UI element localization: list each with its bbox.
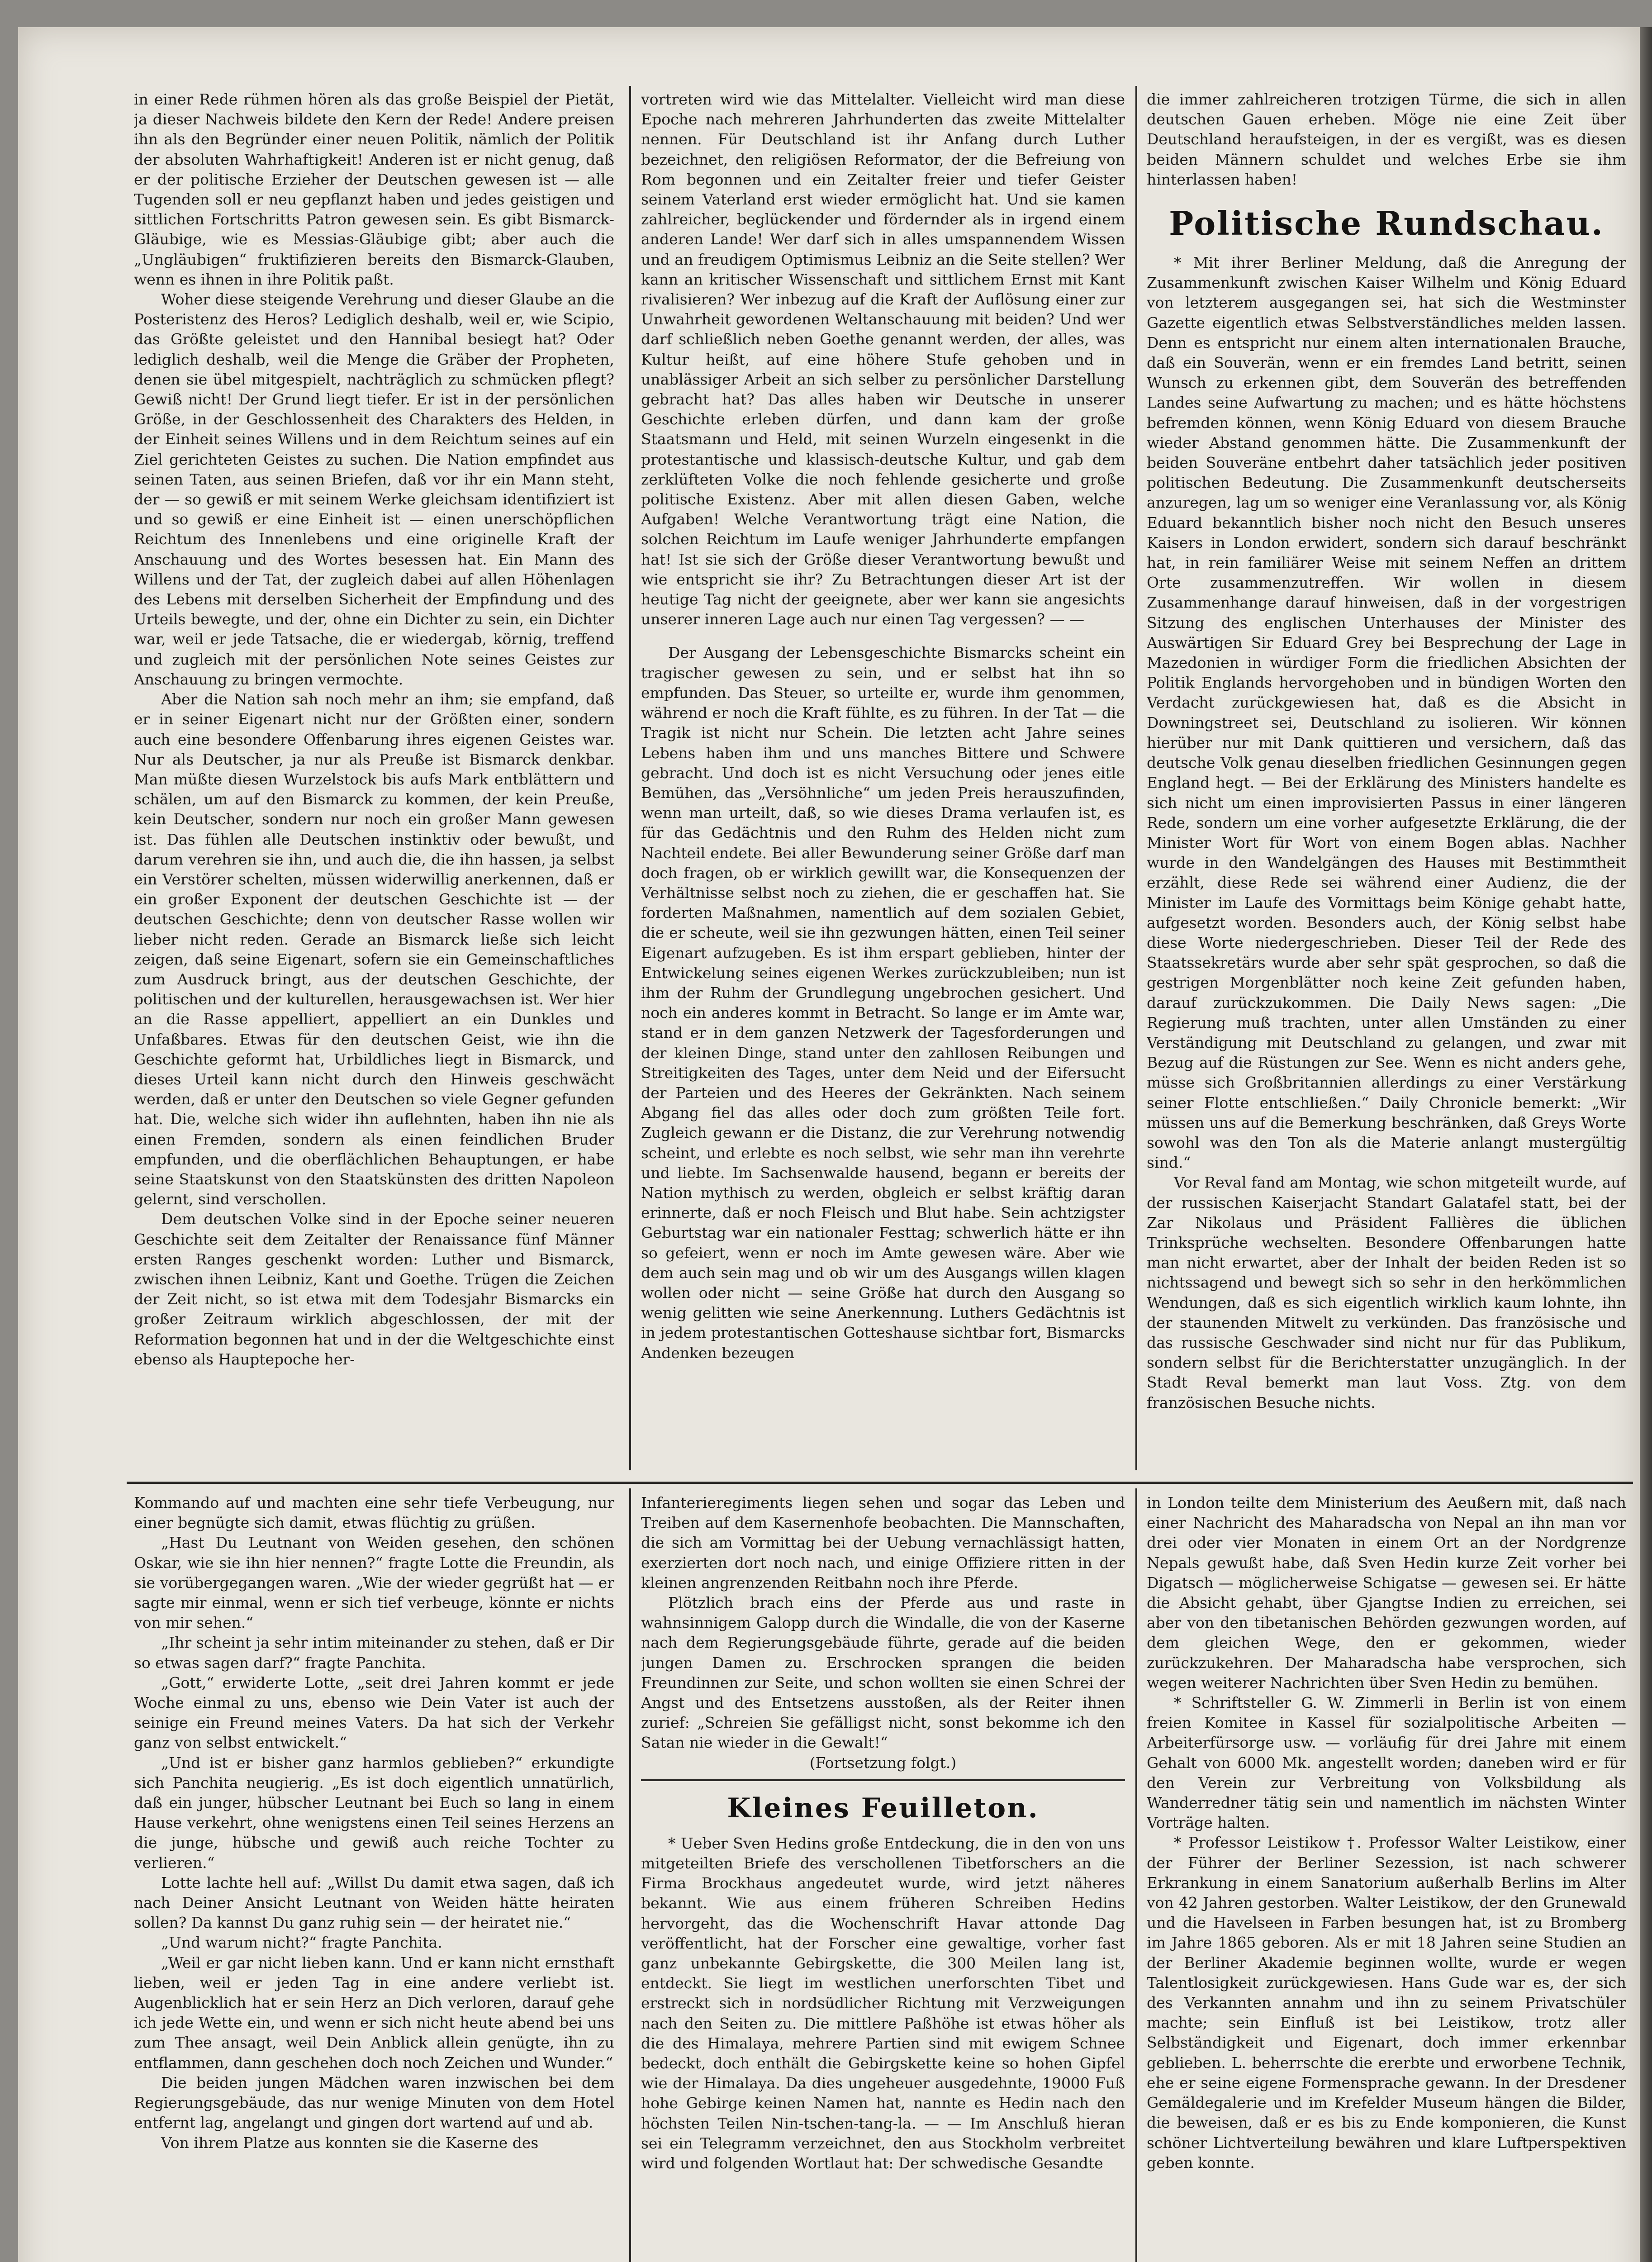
paragraph: Lotte lachte hell auf: „Willst Du damit etwa sagen, daß ich nach Deiner Ansicht Leutnant von Weiden hätte heiraten sollen? Da kannst Du ganz ruhig sein — der heiratet nie.“ (134, 1873, 614, 1932)
paragraph: „Hast Du Leutnant von Weiden gesehen, den schönen Oskar, wie sie ihn hier nennen?“ fragte Lotte die Freundin, als sie vorübergegangen waren. „Wie der wieder gegrüßt hat — er sagte mir einmal, wenn er sich tief verbeuge, könnte er nichts von mir sehen.“ (134, 1534, 614, 1632)
paragraph: Dem deutschen Volke sind in der Epoche seiner neueren Geschichte seit dem Zeitalter der Renaissance fünf Männer ersten Ranges geschenkt worden: Luther und Bismarck, zwischen ihnen Leibniz, Kant und Goethe. Trügen die Zeichen der Zeit nicht, so ist etwa mit dem Todesjahr Bismarcks ein großer Zeitraum wirklich abgeschlossen, der mit der Reformation begonnen hat und in der die Weltgeschichte einst ebenso als Hauptepoche her- (134, 1210, 614, 1368)
column-rule (629, 86, 631, 1470)
paragraph: die immer zahlreicheren trotzigen Türme, die sich in allen deutschen Gauen erheben. Möge nie eine Zeit über Deutschland heraufsteigen, in der es vergißt, was es diesen beiden Männern schuldet und welches Erbe sie ihm hinterlassen haben! (1147, 90, 1626, 188)
paragraph: * Mit ihrer Berliner Meldung, daß die Anregung der Zusammenkunft zwischen Kaiser Wilhelm und König Eduard von letzterem ausgegangen sei, hat sich die Westminster Gazette eigentlich etwas Selbstverständliches melden lassen. Denn es entspricht nur einem alten internationalen Brauche, daß ein Souverän, wenn er ein fremdes Land betritt, seinen Wunsch zu erkennen gibt, dem Souverän des betreffenden Landes seine Aufwartung zu machen; und es hätte höchstens befremden können, wenn König Eduard von diesem Brauche wieder Abstand genommen hätte. Die Zusammenkunft der beiden Souveräne entbehrt daher tatsächlich jeder positiven politischen Bedeutung. Die Zusammenkunft deutscherseits anzuregen, lag um so weniger eine Veranlassung vor, als König Eduard bekanntlich bisher noch nicht den Besuch unseres Kaisers in London erwidert, sondern sich darauf beschränkt hat, in rein familiärer Weise mit seinem Neffen an drittem Orte zusammenzutreffen. Wir wollen in diesem Zusammenhange darauf hinweisen, daß in der vorgestrigen Sitzung des englischen Unterhauses der Minister des Auswärtigen Sir Eduard Grey bei Besprechung der Lage in Mazedonien in würdiger Form die friedlichen Absichten der Politik Englands hervorgehoben und in bündigen Worten den Verdacht zurückgewiesen hat, daß es die Absicht in Downingstreet sei, Deutschland zu isolieren. Wir können hierüber nur mit Dank quittieren und versichern, daß das deutsche Volk genau dieselben friedlichen Gesinnungen gegen England hegt. — Bei der Erklärung des Ministers handelte es sich nicht um einen improvisierten Passus in einer längeren Rede, sondern um eine vorher aufgesetzte Erklärung, die der Minister Wort für Wort von einem Bogen ablas. Nachher wurde in den Wandelgängen des Hauses mit Bestimmtheit erzählt, diese Rede sei während einer Audienz, die der Minister im Laufe des Vormittags beim Könige gehabt hatte, aufgesetzt worden. Besonders auch, der König selbst habe diese Worte niedergeschrieben. Dieser Teil der Rede des Staatssekretärs wurde aber sehr spät gesprochen, so daß die gestrigen Morgenblätter noch keine Zeit gefunden haben, darauf zurückzukommen. Die Daily News sagen: „Die Regierung muß trachten, unter allen Umständen zu einer Verständigung mit Deutschland zu gelangen, und zwar mit Bezug auf die Rüstungen zur See. Wenn es nicht anders gehe, müsse sich Großbritannien allerdings zu einer Verstärkung seiner Flotte entschließen.“ Daily Chronicle bemerkt: „Wir müssen uns auf die Bemerkung beschränken, daß Greys Worte sowohl was den Ton als die Materie anlangt mustergültig sind.“ (1147, 254, 1626, 1172)
paragraph: Aber die Nation sah noch mehr an ihm; sie empfand, daß er in seiner Eigenart nicht nur der Größten einer, sondern auch eine besondere Offenbarung ihres eigenen Geistes war. Nur als Deutscher, ja nur als Preuße ist Bismarck denkbar. Man müßte diesen Wurzelstock bis aufs Mark entblättern und schälen, um auf den Bismarck zu kommen, der kein Preuße, kein Deutscher, sondern nur noch ein großer Mann gewesen ist. Das fühlen alle Deutschen instinktiv oder bewußt, und darum verehren sie ihn, und auch die, die ihn hassen, ja selbst ein Verstörer schelten, müssen widerwillig anerkennen, daß er ein großer Exponent der deutschen Geschichte ist — der deutschen Geschichte; denn von deutscher Rasse wollen wir lieber nicht reden. Gerade an Bismarck ließe sich leicht zeigen, daß seine Eigenart, sofern sie ein Gemeinschaftliches zum Ausdruck bringt, aus der deutschen Geschichte, der politischen und der kulturellen, herausgewachsen ist. Wer hier an die Rasse appelliert, appelliert an ein Dunkles und Unfaßbares. Etwas für den deutschen Geist, wie ihn die Geschichte geformt hat, Urbildliches liegt in Bismarck, und dieses Urteil kann nicht durch den Hinweis geschwächt werden, daß er unter den Deutschen so viele Gegner gefunden hat. Die, welche sich wider ihn auflehnten, haben ihn nie als einen Fremden, sondern als einen feindlichen Bruder empfunden, und die oberflächlichen Behauptungen, er habe seine Staatskunst von den Staatskünsten des dritten Napoleon gelernt, sind verschollen. (134, 690, 614, 1208)
paragraph: vortreten wird wie das Mittelalter. Vielleicht wird man diese Epoche nach mehreren Jahrhunderten das zweite Mittelalter nennen. Für Deutschland ist ihr Anfang durch Luther bezeichnet, den religiösen Reformator, der die Befreiung von Rom begonnen und ein Zeitalter freier und tiefer Geister seinem Vaterland erst wieder ermöglicht hat. Und sie kamen zahlreicher, beglückender und fördernder als in irgend einem anderen Lande! Wer darf sich in alles umspannendem Wissen und an freudigem Optimismus Leibniz an die Seite stellen? Wer kann an kritischer Wissenschaft und sittlichem Ernst mit Kant rivalisieren? Wer inbezug auf die Kraft der Auflösung einer zur Unwahrheit gewordenen Weltanschauung mit beiden? Und wer darf schließlich neben Goethe genannt werden, der alles, was Kultur heißt, auf eine höhere Stufe gehoben und in unablässiger Arbeit an sich selber zu persönlicher Darstellung gebracht hat? Das alles haben wir Deutsche in unserer Geschichte erleben dürfen, und dann kam der große Staatsmann und Held, mit seinen Wurzeln eingesenkt in die protestantische und klassisch-deutsche Kultur, und gab dem zerklüfteten Volke die noch fehlende gesicherte und große politische Existenz. Aber mit allen diesen Gaben, welche Aufgaben! Welche Verantwortung trägt eine Nation, die solchen Reichtum im Laufe weniger Jahrhunderte empfangen hat! Ist sie sich der Größe dieser Verantwortung bewußt und wie entspricht sie ihr? Zu Betrachtungen dieser Art ist der heutige Tag nicht der geeignete, aber wer kann sie angesichts unserer inneren Lage auch nur einen Tag vergessen? — — (641, 90, 1125, 628)
paragraph: Kommando auf und machten eine sehr tiefe Verbeugung, nur einer begnügte sich damit, etwas flüchtig zu grüßen. (134, 1494, 614, 1532)
column-rule (629, 1488, 631, 2262)
section-heading-kleines-feuilleton: Kleines Feuilleton. (727, 1792, 1039, 1824)
paragraph: Plötzlich brach eins der Pferde aus und raste in wahnsinnigem Galopp durch die Windalle, die von der Kaserne nach dem Regierungsgebäude führte, gerade auf die beiden jungen Damen zu. Erschrocken sprangen die beiden Freundinnen zur Seite, und schon wollten sie einen Schrei der Angst und des Entsetzens ausstoßen, als der Reiter ihnen zurief: „Schreien Sie gefälligst nicht, sonst bekomme ich den Satan nie wieder in die Gewalt!“ (641, 1594, 1125, 1752)
upper-column-1 (134, 90, 614, 1467)
page-edge-shadow (1640, 27, 1652, 2262)
paragraph: „Ihr scheint ja sehr intim miteinander zu stehen, daß er Dir so etwas sagen darf?“ fragte Panchita. (134, 1634, 614, 1672)
paragraph: Von ihrem Platze aus konnten sie die Kaserne des (161, 2134, 539, 2152)
section-divider (641, 1779, 1125, 1781)
paragraph: * Ueber Sven Hedins große Entdeckung, die in den von uns mitgeteilten Briefe des verschollenen Tibetforschers an die Firma Brockhaus angedeutet wurde, wird jetzt näheres bekannt. Wie aus einem früheren Schreiben Hedins hervorgeht, das die Wochenschrift Havar attonde Dag veröffentlicht, hat der Forscher eine gewaltige, vorher fast ganz unbekannte Gebirgskette, die 300 Meilen lang ist, entdeckt. Sie liegt im westlichen unerforschten Tibet und erstreckt sich in nordsüdlicher Richtung mit Verzweigungen nach den Seiten zu. Die mittlere Paßhöhe ist etwas höher als die des Himalaya, mehrere Partien sind mit ewigem Schnee bedeckt, doch enthält die Gebirgskette keine so hohen Gipfel wie der Himalaya. Da dies ungeheuer ausgedehnte, 19000 Fuß hohe Gebirge keinen Namen hat, nannte es Hedin nach den höchsten Teilen Nin-tschen-tang-la. — — Im Anschluß hieran sei ein Telegramm verzeichnet, den aus Stockholm verbreitet wird und folgenden Wortlaut hat: Der schwedische Gesandte (641, 1834, 1125, 2172)
paragraph: * Schriftsteller G. W. Zimmerli in Berlin ist von einem freien Komitee in Kassel für sozialpolitische Arbeiten — Arbeiterfürsorge usw. — vorläufig für drei Jahre mit einem Gehalt von 6000 Mk. angestellt worden; daneben wird er für den Verein zur Verbreitung von Volksbildung als Wanderredner tätig sein und namentlich im nächsten Winter Vorträge halten. (1147, 1694, 1626, 1832)
paragraph: „Und warum nicht?“ fragte Panchita. (161, 1934, 442, 1952)
lower-column-3 (1147, 1493, 1626, 2262)
to-be-continued: (Fortsetzung folgt.) (809, 1754, 957, 1772)
paragraph: Infanterieregiments liegen sehen und sogar das Leben und Treiben auf dem Kasernenhofe beobachten. Die Mannschaften, die sich am Vormittag bei der Uebung vernachlässigt hatten, exerzierten dort noch nach, und einige Offiziere ritten in der kleinen angrenzenden Reitbahn noch ihre Pferde. (641, 1494, 1125, 1592)
upper-column-3 (1147, 90, 1626, 1467)
paragraph: Woher diese steigende Verehrung und dieser Glaube an die Posteristenz des Heros? Lediglich deshalb, weil er, wie Scipio, das Größte geleistet und den Hannibal besiegt hat? Oder lediglich deshalb, weil die Menge die Gräber der Propheten, denen sie übel mitgespielt, nachträglich zu schmücken pflegt? Gewiß nicht! Der Grund liegt tiefer. Er ist in der persönlichen Größe, in der Geschlossenheit des Charakters des Helden, in der Einheit seines Willens und in dem Reichtum seines auf ein Ziel gerichteten Geistes zu suchen. Die Nation empfindet aus seinen Taten, aus seinen Briefen, daß vor ihr ein Mann steht, der — so gewiß er mit seinem Werke gleichsam identifiziert ist und so gewiß er eine Einheit ist — einen unerschöpflichen Reichtum des Innenlebens und eine originelle Kraft der Anschauung und des Wortes besessen hat. Ein Mann des Willens und der Tat, der zugleich dabei auf allen Höhenlagen des Lebens mit derselben Sicherheit der Empfindung und des Urteils bewegte, und der, ohne ein Dichter zu sein, ein Dichter war, weil er jede Tatsache, die er wiedergab, körnig, treffend und zugleich mit der persönlichen Note seines Geistes zur Anschauung zu bringen vermochte. (134, 290, 614, 688)
paragraph: Die beiden jungen Mädchen waren inzwischen bei dem Regierungsgebäude, das nur wenige Minuten von dem Hotel entfernt lag, angelangt und gingen dort wartend auf und ab. (134, 2073, 614, 2132)
paragraph: in einer Rede rühmen hören als das große Beispiel der Pietät, ja dieser Nachweis bildete den Kern der Rede! Andere preisen ihn als den Begründer einer neuen Politik, nämlich der Politik der absoluten Wahrhaftigkeit! Anderen ist er nicht genug, daß er der politische Erzieher der Deutschen gewesen ist — alle Tugenden soll er neu gepflanzt haben und jedes geistigen und sittlichen Fortschritts Patron gewesen sein. Es gibt Bismarck-Gläubige, wie es Messias-Gläubige gibt; aber auch die „Ungläubigen“ fruktifizieren bereits den Bismarck-Glauben, wenn es ihnen in ihre Politik paßt. (134, 90, 614, 288)
section-heading-politische-rundschau: Politische Rundschau. (1169, 204, 1604, 243)
lower-column-2 (641, 1493, 1125, 2262)
section-divider (127, 1482, 1633, 1484)
paragraph: „Und ist er bisher ganz harmlos geblieben?“ erkundigte sich Panchita neugierig. „Es ist doch eigentlich unnatürlich, daß ein junger, hübscher Leutnant bei Euch so lang in einem Hause verkehrt, ohne wenigstens einen Teil seines Herzens an die junge, hübsche und gewiß auch reiche Tochter zu verlieren.“ (134, 1754, 614, 1872)
upper-column-2 (641, 90, 1125, 1467)
paragraph: in London teilte dem Ministerium des Aeußern mit, daß nach einer Nachricht des Maharadscha von Nepal an ihn man vor drei oder vier Monaten in einem Ort an der Nordgrenze Nepals gewußt habe, daß Sven Hedin kurze Zeit vorher bei Digatsch — möglicherweise Schigatse — gewesen sei. Er hätte die Absicht gehabt, über Gjangtse Indien zu erreichen, sei aber von den tibetanischen Behörden gezwungen worden, auf dem gleichen Wege, den er gekommen, wieder zurückzukehren. Der Maharadscha habe versprochen, sich wegen weiterer Nachrichten über Sven Hedin zu bemühen. (1147, 1494, 1626, 1692)
paragraph: Vor Reval fand am Montag, wie schon mitgeteilt wurde, auf der russischen Kaiserjacht Standart Galatafel statt, bei der Zar Nikolaus und Präsident Fallières die üblichen Trinksprüche wechselten. Besondere Offenbarungen hatte man nicht erwartet, aber der Inhalt der beiden Reden ist so nichtssagend und bewegt sich so sehr in den herkömmlichen Wendungen, daß es sich eigentlich wirklich kaum lohnte, ihn der staunenden Mitwelt zu verkünden. Das französische und das russische Geschwader sind nicht nur für das Publikum, sondern selbst für die Berichterstatter unzugänglich. In der Stadt Reval bemerkt man laut Voss. Ztg. von dem französischen Besuche nichts. (1147, 1174, 1626, 1411)
column-rule (1135, 1488, 1137, 2262)
paragraph: Der Ausgang der Lebensgeschichte Bismarcks scheint ein tragischer gewesen zu sein, und er selbst hat ihn so empfunden. Das Steuer, so urteilte er, wurde ihm genommen, während er noch die Kraft fühlte, es zu führen. In der Tat — die Tragik ist nicht nur Schein. Die letzten acht Jahre seines Lebens haben ihm und uns manches Bittere und Schwere gebracht. Und doch ist es nicht Versuchung oder jenes eitle Bemühen, das „Versöhnliche“ um jeden Preis herauszufinden, wenn man urteilt, daß, so wie dieses Drama verlaufen ist, es für das Gedächtnis und den Ruhm des Helden nicht zum Nachteil endete. Bei aller Bewunderung seiner Größe darf man doch fragen, ob er wirklich gewillt war, die Konsequenzen der Verhältnisse selbst noch zu ziehen, die er geschaffen hat. Sie forderten Maßnahmen, namentlich auf dem sozialen Gebiet, die er scheute, weil sie ihn gezwungen hätten, einen Teil seiner Eigenart aufzugeben. Es ist ihm erspart geblieben, hinter der Entwickelung seines eigenen Werkes zurückzubleiben; nun ist ihm der Ruhm der Grundlegung ungebrochen gesichert. Und noch ein anderes kommt in Betracht. So lange er im Amte war, stand er in dem ganzen Netzwerk der Tagesforderungen und der kleinen Dinge, stand unter den zahllosen Reibungen und Streitigkeiten des Tages, unter dem Neid und der Eifersucht der Parteien und des Heeres der Gekränkten. Nach seinem Abgang fiel das alles oder doch zum größten Teile fort. Zugleich gewann er die Distanz, die zur Verehrung notwendig scheint, und erlebte es noch selbst, wie sehr man ihn verehrte und liebte. Im Sachsenwalde hausend, begann er bereits der Nation mythisch zu werden, obgleich er selbst kräftig daran erinnerte, daß er noch Fleisch und Blut habe. Sein achtzigster Geburtstag war ein nationaler Festtag; schwerlich hätte er ihn so gefeiert, wenn er noch im Amte gewesen wäre. Aber wie dem auch sein mag und ob wir um des Ausgangs willen klagen wollen oder nicht — seine Größe hat durch den Ausgang so wenig gelitten wie seine Anerkennung. Luthers Gedächtnis ist in jedem protestantischen Gotteshause sichtbar fort, Bismarcks Andenken bezeugen (641, 644, 1125, 1362)
column-rule (1135, 86, 1137, 1470)
lower-column-1 (134, 1493, 614, 2262)
paragraph: * Professor Leistikow †. Professor Walter Leistikow, einer der Führer der Berliner Sezession, ist nach schwerer Erkrankung in einem Sanatorium außerhalb Berlins im Alter von 42 Jahren gestorben. Walter Leistikow, der den Grunewald und die Havelseen in Farben besungen hat, ist zu Bromberg im Jahre 1865 geboren. Als er mit 18 Jahren seine Studien an der Berliner Akademie beginnen wollte, wurde er wegen Talentlosigkeit zurückgewiesen. Hans Gude war es, der sich des Verkannten annahm und ihn zu seinem Privatschüler machte; sein Einfluß ist bei Leistikow, trotz aller Selbständigkeit und Eigenart, doch immer erkennbar geblieben. L. beherrschte die ererbte und erworbene Technik, ehe er seine eigene Formensprache gewann. In der Dresdener Gemäldegalerie und im Krefelder Museum hängen die Bilder, die beweisen, daß er es bis zu Ende komponieren, die Kunst schöner Lichtverteilung bewähren und klare Luftperspektiven geben konnte. (1147, 1834, 1626, 2172)
paragraph: „Gott,“ erwiderte Lotte, „seit drei Jahren kommt er jede Woche einmal zu uns, ebenso wie Dein Vater ist auch der seinige ein Freund meines Vaters. Da hat sich der Verkehr ganz von selbst entwickelt.“ (134, 1673, 614, 1752)
paragraph: „Weil er gar nicht lieben kann. Und er kann nicht ernsthaft lieben, weil er jeden Tag in eine andere verliebt ist. Augenblicklich hat er sein Herz an Dich verloren, darauf gehe ich jede Wette ein, und wenn er sich nicht heute abend bei uns zum Thee ansagt, weil Dein Anblick allein genügte, ihn zu entflammen, dann geschehen doch noch Zeichen und Wunder.“ (134, 1953, 614, 2072)
